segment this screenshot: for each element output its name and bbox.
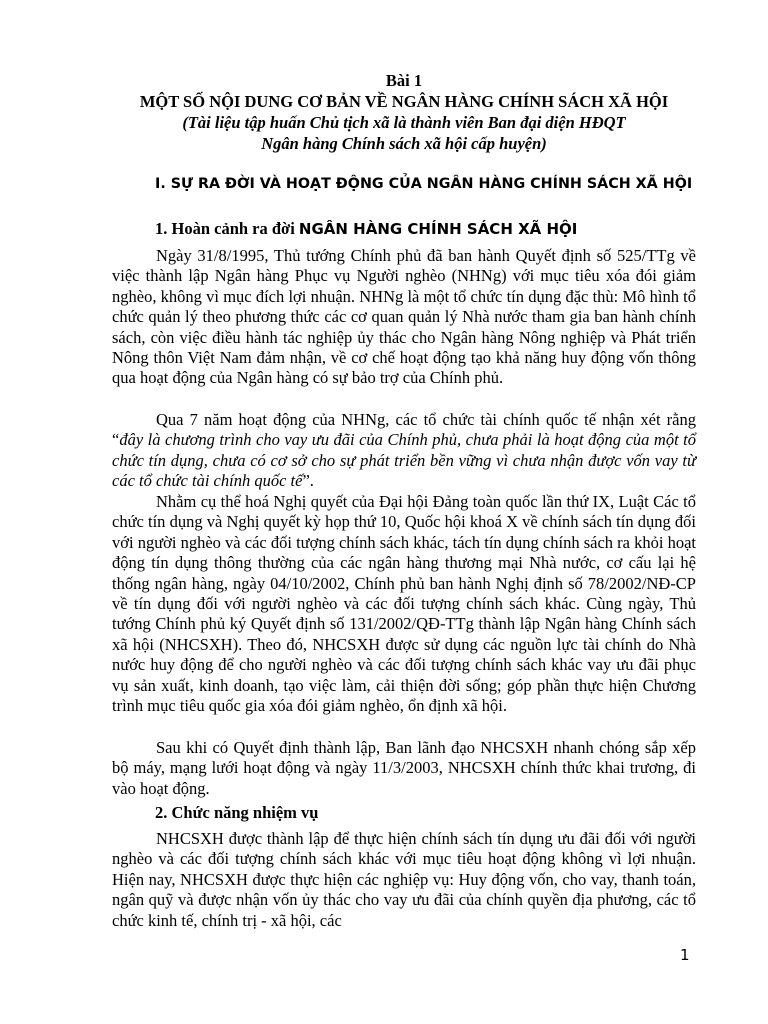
paragraph-2-lead: Qua 7 năm hoạt động của NHNg, các tổ chức tài chính quốc tế nhận xét rằng “: [112, 410, 696, 450]
paragraph-3: Nhằm cụ thể hoá Nghị quyết của Đại hội Đảng toàn quốc lần thứ IX, Luật Các tổ chức tín dụng và Nghị quyết kỳ họp thứ 10, Quốc hội khoá X về chính sách tín dụng đối với người nghèo và các đối tượng chính sách khác, tách tín dụng chính sách ra khỏi hoạt động tín dụng thông thường của các ngân hàng thương mại Nhà nước, cơ cấu lại hệ thống ngân hàng, ngày 04/10/2002, Chính phủ ban hành Nghị định số 78/2002/NĐ-CP về tín dụng đối với người nghèo và các đối tượng chính sách khác. Cùng ngày, Thủ tướng Chính phủ ký Quyết định số 131/2002/QĐ-TTg thành lập Ngân hàng Chính sách xã hội (NHCSXH). Theo đó, NHCSXH được sử dụng các nguồn lực tài chính do Nhà nước huy động để cho người nghèo và các đối tượng chính sách khác vay ưu đãi phục vụ sản xuất, kinh doanh, tạo việc làm, cải thiện đời sống; góp phần thực hiện Chương trình mục tiêu quốc gia xóa đói giảm nghèo, ổn định xã hội.: [112, 492, 696, 716]
subsection-heading-1: [155, 219, 577, 239]
paragraph-4: Sau khi có Quyết định thành lập, Ban lãnh đạo NHCSXH nhanh chóng sắp xếp bộ máy, mạng lưới hoạt động và ngày 11/3/2003, NHCSXH chính thức khai trương, đi vào hoạt động.: [112, 738, 696, 798]
paragraph-2-tail: ”.: [302, 471, 314, 491]
section-heading-1: I. SỰ RA ĐỜI VÀ HOẠT ĐỘNG CỦA NGÂN HÀNG CHÍNH SÁCH XÃ HỘI: [155, 176, 693, 192]
paragraph-2: [112, 410, 696, 492]
paragraph-5: NHCSXH được thành lập để thực hiện chính sách tín dụng ưu đãi đối với người nghèo và các đối tượng chính sách khác với mục tiêu hoạt động không vì lợi nhuận. Hiện nay, NHCSXH được thực hiện các nghiệp vụ: Huy động vốn, cho vay, thanh toán, ngân quỹ và được nhận vốn ủy thác cho vay ưu đãi của chính quyền địa phương, các tổ chức kinh tế, chính trị - xã hội, các: [112, 829, 696, 930]
subsection-heading-1-prefix: 1. Hoàn cảnh ra đời: [155, 219, 299, 238]
subtitle-line-2: Ngân hàng Chính sách xã hội cấp huyện): [261, 134, 547, 153]
document-title: MỘT SỐ NỘI DUNG CƠ BẢN VỀ NGÂN HÀNG CHÍNH SÁCH XÃ HỘI: [139, 92, 669, 111]
subsection-heading-2: 2. Chức năng nhiệm vụ: [155, 803, 319, 822]
lesson-label: Bài 1: [385, 71, 423, 90]
page-number: 1: [680, 946, 690, 964]
subtitle-line-1: (Tài liệu tập huấn Chủ tịch xã là thành viên Ban đại diện HĐQT: [182, 113, 626, 132]
paragraph-2-quote: đây là chương trình cho vay ưu đãi của Chính phủ, chưa phải là hoạt động của một tổ chức tín dụng, chưa có cơ sở cho sự phát triển bền vững vì chưa nhận được vốn vay từ các tổ chức tài chính quốc tế: [112, 430, 696, 491]
paragraph-1: Ngày 31/8/1995, Thủ tướng Chính phủ đã ban hành Quyết định số 525/TTg về việc thành lập Ngân hàng Phục vụ Người nghèo (NHNg) với mục tiêu xóa đói giảm nghèo, không vì mục đích lợi nhuận. NHNg là một tổ chức tín dụng đặc thù: Mô hình tổ chức quản lý theo phương thức các cơ quan quản lý Nhà nước tham gia ban hành chính sách, còn việc điều hành tác nghiệp ủy thác cho Ngân hàng Nông nghiệp và Phát triển Nông thôn Việt Nam đảm nhận, về cơ chế hoạt động tạo khả năng huy động vốn thông qua hoạt động của Ngân hàng có sự bảo trợ của Chính phủ.: [112, 246, 696, 388]
title-block: [108, 70, 700, 154]
subsection-heading-1-suffix: NGÂN HÀNG CHÍNH SÁCH XÃ HỘI: [298, 220, 578, 238]
